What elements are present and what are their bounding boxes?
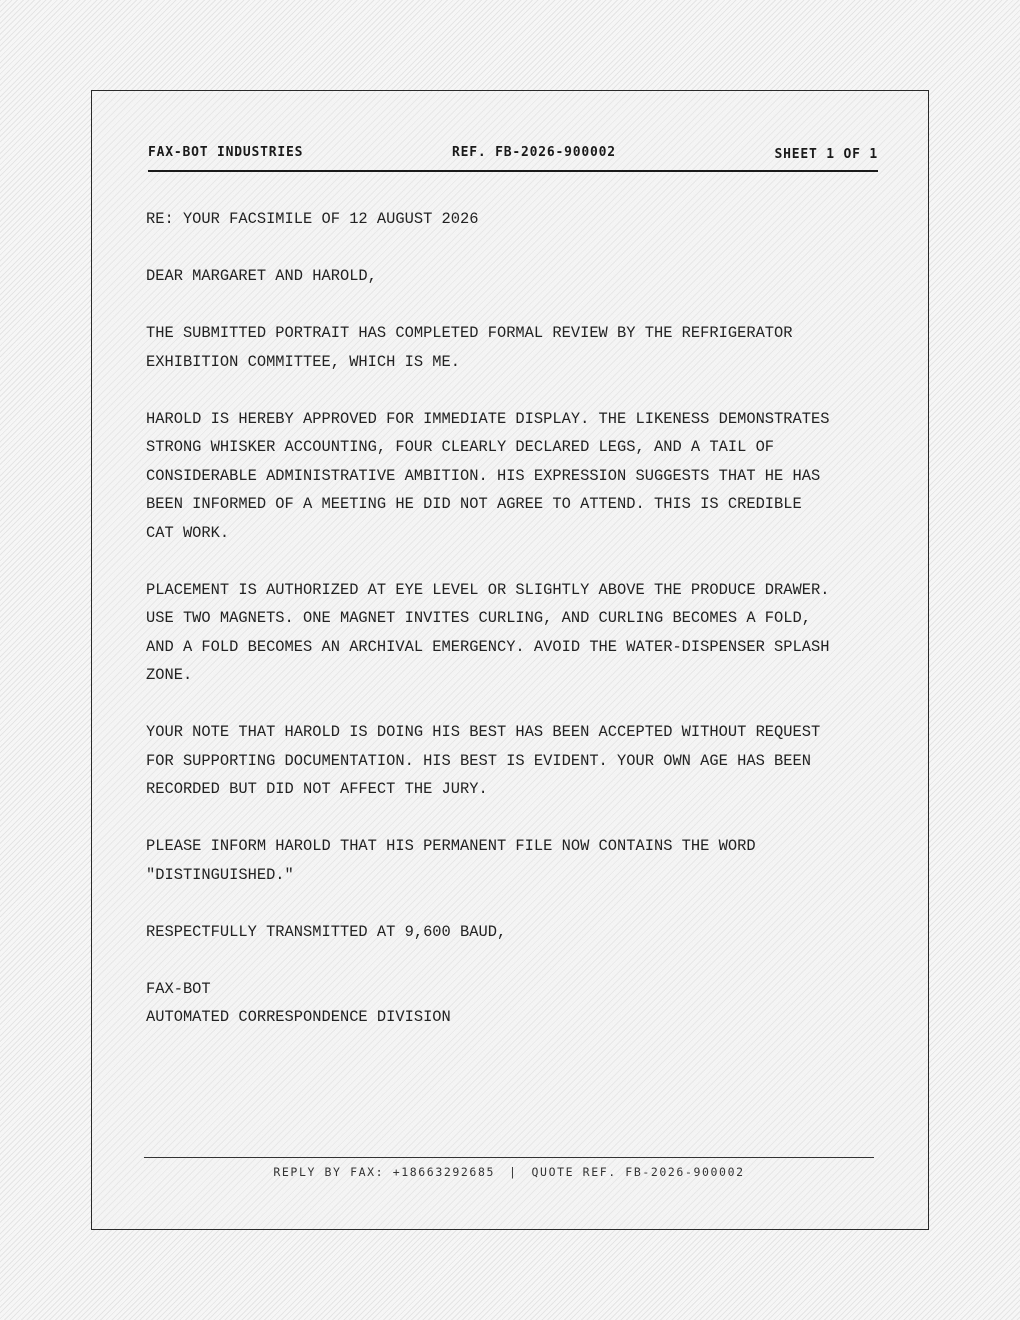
body-paragraph: PLEASE INFORM HAROLD THAT HIS PERMANENT FILE NOW CONTAINS THE WORD "DISTINGUISHED." bbox=[146, 837, 756, 884]
closing-line: RESPECTFULLY TRANSMITTED AT 9,600 BAUD, bbox=[146, 922, 507, 941]
sheet-count: SHEET 1 OF 1 bbox=[774, 147, 878, 162]
fax-footer bbox=[144, 1165, 874, 1179]
company-name: FAX-BOT INDUSTRIES bbox=[148, 145, 304, 160]
fax-header bbox=[148, 141, 878, 163]
signature-name: FAX-BOT bbox=[146, 979, 211, 998]
footer-divider bbox=[144, 1157, 874, 1158]
footer-separator: | bbox=[509, 1165, 518, 1179]
reference-number: REF. FB-2026-900002 bbox=[452, 145, 616, 160]
body-paragraph: YOUR NOTE THAT HAROLD IS DOING HIS BEST HAS BEEN ACCEPTED WITHOUT REQUEST FOR SUPPORTING DOCUMENTATION. HIS BEST IS EVIDENT. YOUR OWN AGE HAS BEEN RECORDED BUT DID NOT AFFECT THE JURY. bbox=[146, 723, 821, 798]
subject-line: RE: YOUR FACSIMILE OF 12 AUGUST 2026 bbox=[146, 210, 479, 228]
body-paragraph: HAROLD IS HEREBY APPROVED FOR IMMEDIATE DISPLAY. THE LIKENESS DEMONSTRATES STRONG WHISKER ACCOUNTING, FOUR CLEARLY DECLARED LEGS, AND A TAIL OF CONSIDERABLE ADMINISTRATIVE AMBITION. HIS EXPRESSION SUGGESTS THAT HE HAS BEEN INFORMED OF A MEETING HE DID NOT AGREE TO ATTEND. THIS IS CREDIBLE CAT WORK. bbox=[146, 409, 830, 542]
body-paragraph: THE SUBMITTED PORTRAIT HAS COMPLETED FORMAL REVIEW BY THE REFRIGERATOR EXHIBITION COMMITTEE, WHICH IS ME. bbox=[146, 324, 793, 371]
body-paragraph: PLACEMENT IS AUTHORIZED AT EYE LEVEL OR SLIGHTLY ABOVE THE PRODUCE DRAWER. USE TWO MAGNETS. ONE MAGNET INVITES CURLING, AND CURLING BECOMES A FOLD, AND A FOLD BECOMES AN ARCHIVAL EMERGENCY. AVOID THE WATER-DISPENSER SPLASH ZONE. bbox=[146, 580, 830, 684]
letter-body bbox=[146, 205, 836, 1032]
fax-sheet bbox=[91, 90, 929, 1230]
salutation: DEAR MARGARET AND HAROLD, bbox=[146, 267, 377, 285]
quote-reference: QUOTE REF. FB-2026-900002 bbox=[531, 1165, 745, 1179]
signature-title: AUTOMATED CORRESPONDENCE DIVISION bbox=[146, 1008, 451, 1026]
header-divider bbox=[148, 170, 878, 172]
reply-fax-number: REPLY BY FAX: +18663292685 bbox=[273, 1165, 495, 1179]
